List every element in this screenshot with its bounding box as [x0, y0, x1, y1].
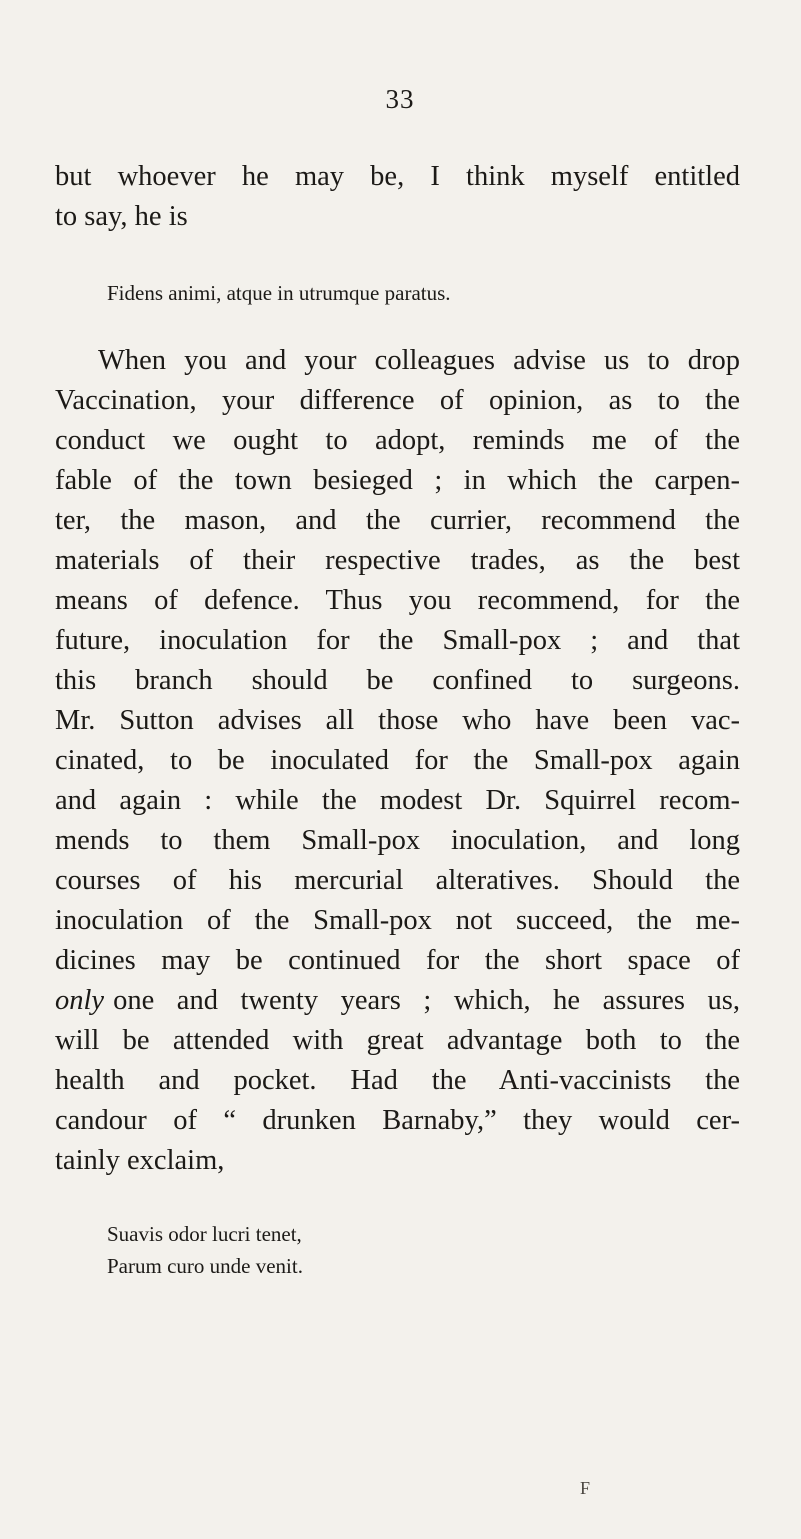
paragraph-line-9: this branch should be confined to surgeons.: [55, 665, 740, 696]
paragraph-line-12: and again : while the modest Dr. Squirrel recom-: [55, 785, 740, 816]
paragraph-line-6: materials of their respective trades, as the best: [55, 545, 740, 576]
paragraph-line-2: Vaccination, your difference of opinion, as to the: [55, 385, 740, 416]
paragraph-line-10: Mr. Sutton advises all those who have been vac-: [55, 705, 740, 736]
paragraph-line-7: means of defence. Thus you recommend, for the: [55, 585, 740, 616]
signature-mark: F: [580, 1478, 591, 1498]
paragraph-line-4: fable of the town besieged ; in which the carpen-: [55, 465, 740, 496]
paragraph-line-11: cinated, to be inoculated for the Small-pox again: [55, 745, 740, 776]
paragraph-line-16: dicines may be continued for the short space of: [55, 945, 740, 976]
paragraph-line-18: will be attended with great advantage both to the: [55, 1025, 740, 1056]
paragraph-line-17: [55, 981, 740, 1021]
latin-quote-line-1: Suavis odor lucri tenet,: [107, 1222, 302, 1246]
paragraph-line-21: tainly exclaim,: [55, 1145, 225, 1176]
paragraph-line-13: mends to them Small-pox inoculation, and long: [55, 825, 740, 856]
opening-line-1: but whoever he may be, I think myself entitled: [55, 161, 740, 192]
paragraph-line-17-text: one and twenty years ; which, he assures us,: [113, 985, 740, 1016]
paragraph-line-14: courses of his mercurial alteratives. Should the: [55, 865, 740, 896]
paragraph-line-15: inoculation of the Small-pox not succeed, the me-: [55, 905, 740, 936]
paragraph-line-5: ter, the mason, and the currier, recommend the: [55, 505, 740, 536]
paragraph-line-3: conduct we ought to adopt, reminds me of the: [55, 425, 740, 456]
page-number: 33: [385, 84, 415, 114]
paragraph-line-8: future, inoculation for the Small-pox ; and that: [55, 625, 740, 656]
paragraph-line-20: candour of “ drunken Barnaby,” they would cer-: [55, 1105, 740, 1136]
paragraph-line-19: health and pocket. Had the Anti-vaccinists the: [55, 1065, 740, 1096]
paragraph-line-1: When you and your colleagues advise us to drop: [98, 345, 740, 376]
italic-emphasis: only: [55, 985, 105, 1016]
opening-line-2: to say, he is: [55, 201, 188, 232]
latin-quote-fidens: Fidens animi, atque in utrumque paratus.: [107, 281, 451, 305]
latin-quote-line-2: Parum curo unde venit.: [107, 1254, 303, 1278]
